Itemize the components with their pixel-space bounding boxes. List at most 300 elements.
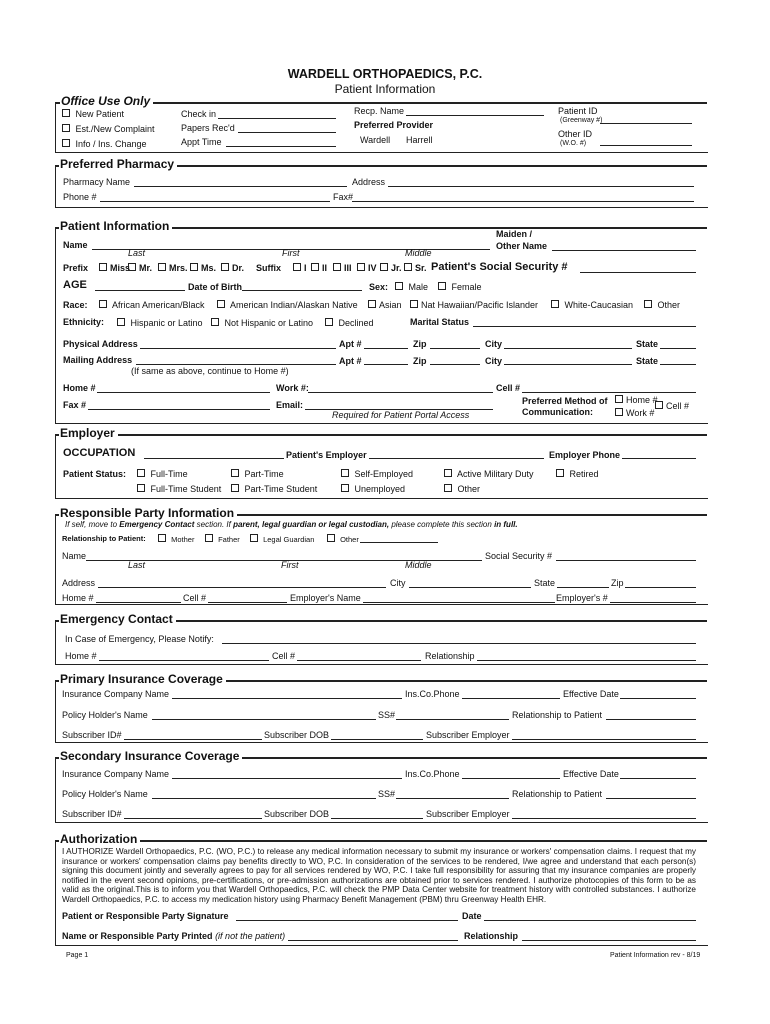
status-full-time[interactable] [137,469,188,479]
resp-city-field[interactable] [409,587,531,588]
checkbox-icon [117,318,125,326]
pri-phone-field[interactable] [462,698,560,699]
status-unemployed[interactable] [341,484,405,494]
state-field[interactable] [660,348,696,349]
note-text: section. If [194,520,234,529]
pri-sub-dob-label: Subscriber DOB [264,730,330,740]
patient-employer-label: Patient's Employer [286,450,367,460]
pharmacy-name-field[interactable] [134,186,347,187]
pri-phone-label: Ins.Co.Phone [405,689,460,699]
authorization-title: Authorization [59,832,140,846]
checkbox-icon [231,469,239,477]
pref-work[interactable] [615,408,654,418]
check-in-field[interactable] [218,118,336,119]
checkbox-icon [341,469,349,477]
sec-sub-dob-label: Subscriber DOB [264,809,330,819]
portal-note: Required for Patient Portal Access [332,410,470,420]
checkbox-icon [410,300,418,308]
note-text: please complete this section [389,520,495,529]
label: Mother [171,535,195,544]
relationship-auth-label: Relationship [464,931,519,941]
employer-phone-field[interactable] [622,458,696,459]
resp-employer-name-label: Employer's Name [290,593,361,603]
preferred-provider-label: Preferred Provider [354,120,434,130]
sec-sub-emp-label: Subscriber Employer [426,809,510,819]
sec-rel-label: Relationship to Patient [512,789,603,799]
mailing-address-field[interactable] [136,364,336,365]
employer-title: Employer [59,426,118,440]
patient-title: Patient Information [59,219,172,233]
status-part-time[interactable] [231,469,284,479]
dob-label: Date of Birth [188,282,242,292]
label: I [304,263,307,273]
checkbox-icon [368,300,376,308]
home-phone-field[interactable] [97,392,270,393]
pharmacy-address-label: Address [352,177,386,187]
sec-rel-field[interactable] [606,798,696,799]
rel-father[interactable] [205,534,240,544]
label: Prefix [63,263,89,273]
label: Asian [379,300,402,310]
papers-field[interactable] [238,132,336,133]
label: Male [408,282,429,292]
physical-address-field[interactable] [140,348,336,349]
label: Not Hispanic or Latino [224,318,314,328]
prefix-miss[interactable] [99,263,130,273]
sec-sub-emp-field[interactable] [512,818,696,819]
home-phone-label: Home # [63,383,96,393]
label: Dr. [232,263,245,273]
resp-employer-num-field[interactable] [610,602,696,603]
em-cell-field[interactable] [297,660,421,661]
patient-status-label: Patient Status: [63,469,127,479]
label: African American/Black [112,300,205,310]
status-other[interactable] [444,484,480,494]
resp-zip-field[interactable] [625,587,696,588]
first-label: First [282,248,300,258]
suffix-label: Suffix [256,263,282,273]
status-pt-student[interactable] [231,484,317,494]
sec-holder-field[interactable] [152,798,376,799]
preferred-method-label: Preferred Method of [522,396,608,406]
resp-cell-label: Cell # [183,593,207,603]
mailing-address-label: Mailing Address [63,355,133,365]
em-relationship-field[interactable] [477,660,696,661]
pharmacy-title: Preferred Pharmacy [59,157,177,171]
checkbox-icon [644,300,652,308]
city-field[interactable] [504,348,632,349]
authorization-text: I AUTHORIZE Wardell Orthopaedics, P.C. (WO, P.C.) to release any medical information necessary to submit my insurance or workers' compensation claims. I request that my insurance or workers' compensation claims pay benefits directly to WO, P.C. In consideration of the services to be rendered, I/we agree and understand that each person(s) signing this document jointly and severally agrees to pay for all services rendered by WO, P.C. I take full responsibility for assuring that my insurance companies are properly notified in the event second opinions, pre-certifications, or pre-admission authorizations are obtained prior to services rendered. I authorize photocopies of this form to be as valid as the original.This is to inform you that Wardell Orthopaedics, P.C. will check the PMP Data Center website for treatment history with controlled substances. I authorize Wardell Orthopaedics, P.C. to access my medication history using Pharmacy Benefit Management (PBM) thru Greenway Health EHR. [62,847,696,904]
responsible-title: Responsible Party Information [59,506,237,520]
provider-harrell[interactable]: Harrell [406,135,433,145]
physical-address-label: Physical Address [63,339,138,349]
checkbox-icon [615,408,623,416]
suffix-ii[interactable] [311,263,327,273]
pri-company-label: Insurance Company Name [62,689,170,699]
race-white[interactable] [551,300,633,310]
checkbox-icon [128,263,136,271]
est-new-complaint-checkbox[interactable] [62,124,155,134]
label: Hispanic or Latino [130,318,203,328]
checkbox-icon [438,282,446,290]
pharmacy-fax-field[interactable] [352,201,694,202]
race-american-indian[interactable] [217,300,358,310]
age-field[interactable] [95,290,185,291]
checkbox-icon [62,109,70,117]
rel-other-field[interactable] [360,542,438,543]
cell-phone-field[interactable] [522,392,696,393]
responsible-note [65,520,518,529]
marital-field[interactable] [473,326,696,327]
note-bold: Emergency Contact [119,520,195,529]
new-patient-checkbox[interactable] [62,109,124,119]
label: II [322,263,328,273]
checkbox-icon [158,263,166,271]
suffix-i[interactable] [293,263,307,273]
label: IV [368,263,377,273]
pref-home[interactable] [615,395,658,405]
sec-sub-id-field[interactable] [124,818,262,819]
checkbox-icon [551,300,559,308]
ethnicity-hispanic[interactable] [117,318,203,328]
pri-rel-label: Relationship to Patient [512,710,603,720]
resp-state-label: State [534,578,556,588]
sec-company-field[interactable] [172,778,402,779]
mail-apt-field[interactable] [364,364,408,365]
label: Work # [626,408,655,418]
sec-ss-label: SS# [378,789,396,799]
age-label: AGE [63,279,87,291]
mail-zip-label: Zip [413,356,427,366]
prefix-ms[interactable] [190,263,216,273]
label: Other [340,535,359,544]
label: Cell # [666,401,690,411]
prefix-label [63,263,88,273]
date-field[interactable] [484,920,696,921]
other-id-field[interactable] [600,145,692,146]
prefix-dr[interactable] [221,263,244,273]
checkbox-icon [327,534,335,542]
checkbox-icon [341,484,349,492]
pri-ss-label: SS# [378,710,396,720]
em-relationship-label: Relationship [425,651,475,661]
pri-sub-id-label: Subscriber ID# [62,730,122,740]
pri-sub-dob-field[interactable] [331,739,423,740]
suffix-iii[interactable] [333,263,352,273]
label: Retired [569,469,599,479]
sec-eff-label: Effective Date [563,769,619,779]
label: Info / Ins. Change [75,139,147,149]
race-hawaiian[interactable] [410,300,538,310]
apt-field[interactable] [364,348,408,349]
label: Other [657,300,681,310]
status-self-employed[interactable] [341,469,413,479]
printed-label [62,931,285,941]
checkbox-icon [655,401,663,409]
resp-ssn-field[interactable] [556,560,696,561]
dob-field[interactable] [242,290,362,291]
checkbox-icon [615,395,623,403]
fax-field[interactable] [88,409,270,410]
label: Part-Time [244,469,284,479]
resp-last-label: Last [128,560,146,570]
employer-phone-label: Employer Phone [549,450,621,460]
check-in-label: Check in [181,109,217,119]
primary-insurance-title: Primary Insurance Coverage [59,672,226,686]
pri-eff-field[interactable] [620,698,696,699]
middle-label: Middle [405,248,432,258]
notify-label: In Case of Emergency, Please Notify: [65,634,214,644]
pri-holder-field[interactable] [152,719,376,720]
fax-label: Fax # [63,400,87,410]
resp-middle-label: Middle [405,560,432,570]
label: Father [218,535,240,544]
relationship-auth-field[interactable] [522,940,696,941]
label: Self-Employed [354,469,414,479]
office-use-title: Office Use Only [60,94,153,108]
pharmacy-phone-label: Phone # [63,192,97,202]
resp-employer-name-field[interactable] [363,602,555,603]
other-name-field[interactable] [552,250,696,251]
checkbox-icon [404,263,412,271]
label: Active Military Duty [457,469,534,479]
printed-name-field[interactable] [288,940,458,941]
pri-company-field[interactable] [172,698,402,699]
label: Jr. [391,263,402,273]
pri-eff-label: Effective Date [563,689,619,699]
note-bold: parent, legal guardian or legal custodian, [233,520,390,529]
label: Full-Time Student [150,484,222,494]
provider-wardell[interactable]: Wardell [360,135,391,145]
label: Declined [338,318,374,328]
sec-eff-field[interactable] [620,778,696,779]
resp-address-label: Address [62,578,96,588]
label: Nat Hawaiian/Pacific Islander [421,300,539,310]
resp-city-label: City [390,578,406,588]
label: Sr. [415,263,427,273]
sec-sub-dob-field[interactable] [331,818,423,819]
label: New Patient [75,109,125,119]
occupation-field[interactable] [144,458,284,459]
prefix-mr[interactable] [128,263,152,273]
pharmacy-name-label: Pharmacy Name [63,177,131,187]
checkbox-icon [231,484,239,492]
em-home-label: Home # [65,651,97,661]
zip-label: Zip [413,339,427,349]
sex-female[interactable] [438,282,482,292]
same-address-note: (If same as above, continue to Home #) [131,366,289,376]
date-label: Date [462,911,482,921]
label: Unemployed [354,484,406,494]
notify-field[interactable] [222,643,696,644]
suffix-jr[interactable] [380,263,402,273]
race-other[interactable] [644,300,680,310]
label: Name or Responsible Party Printed [62,931,213,941]
checkbox-icon [211,318,219,326]
resp-ssn-label: Social Security # [485,551,553,561]
status-ft-student[interactable] [137,484,221,494]
mail-state-field[interactable] [660,364,696,365]
rel-mother[interactable] [158,534,194,544]
emergency-title: Emergency Contact [59,612,176,626]
checkbox-icon [137,469,145,477]
race-asian[interactable] [368,300,402,310]
maiden-label: Maiden / [496,229,533,239]
race-label: Race: [63,300,88,310]
checkbox-icon [190,263,198,271]
checkbox-icon [62,124,70,132]
label: Mr. [139,263,153,273]
sec-holder-label: Policy Holder's Name [62,789,148,799]
status-military[interactable] [444,469,534,479]
section-rule [55,840,707,842]
label: (if not the patient) [215,931,286,941]
checkbox-icon [221,263,229,271]
patient-id-label: Patient ID [558,106,598,116]
pri-sub-emp-label: Subscriber Employer [426,730,510,740]
status-retired[interactable] [556,469,599,479]
relationship-label: Relationship to Patient: [62,534,146,543]
patient-id-field[interactable] [600,123,692,124]
ethnicity-not-hispanic[interactable] [211,318,313,328]
checkbox-icon [311,263,319,271]
checkbox-icon [325,318,333,326]
communication-label: Communication: [522,407,593,417]
label: Female [451,282,482,292]
prefix-mrs[interactable] [158,263,188,273]
city-label: City [485,339,503,349]
page-title: WARDELL ORTHOPAEDICS, P.C. [287,67,483,81]
recp-name-field[interactable] [406,115,544,116]
checkbox-icon [137,484,145,492]
pharmacy-fax-label: Fax# [333,192,354,202]
mail-city-label: City [485,356,503,366]
other-id-label: Other ID [558,129,593,139]
resp-home-field[interactable] [96,602,181,603]
em-home-field[interactable] [99,660,269,661]
checkbox-icon [380,263,388,271]
note-bold: in full. [494,520,518,529]
note-text: If self, move to [65,520,120,529]
checkbox-icon [333,263,341,271]
pri-rel-field[interactable] [606,719,696,720]
appt-time-label: Appt Time [181,137,222,147]
sec-phone-label: Ins.Co.Phone [405,769,460,779]
checkbox-icon [444,484,452,492]
recp-name-label: Recp. Name [354,106,405,116]
checkbox-icon [99,263,107,271]
patient-employer-field[interactable] [369,458,544,459]
name-label: Name [63,240,88,250]
pharmacy-address-field[interactable] [388,186,694,187]
ethnicity-label: Ethnicity: [63,317,105,327]
rel-guardian[interactable] [250,534,314,544]
pharmacy-phone-field[interactable] [100,201,330,202]
label: Other [457,484,481,494]
label: White-Caucasian [564,300,634,310]
label: Miss [110,263,131,273]
resp-employer-num-label: Employer's # [556,593,608,603]
info-change-checkbox[interactable] [62,139,147,149]
resp-home-label: Home # [62,593,94,603]
resp-first-label: First [281,560,299,570]
checkbox-icon [205,534,213,542]
sec-sub-id-label: Subscriber ID# [62,809,122,819]
section-rule [55,434,707,436]
label: Est./New Complaint [75,124,155,134]
last-label: Last [128,248,146,258]
label: Full-Time [150,469,188,479]
checkbox-icon [293,263,301,271]
pri-holder-label: Policy Holder's Name [62,710,148,720]
pri-ss-field[interactable] [396,719,509,720]
papers-label: Papers Rec'd [181,123,235,133]
revision-label: Patient Information rev - 8/19 [610,952,701,959]
checkbox-icon [250,534,258,542]
label: III [344,263,352,273]
label: Home # [626,395,658,405]
sec-ss-field[interactable] [396,798,509,799]
zip-field[interactable] [430,348,480,349]
label: Part-Time Student [244,484,318,494]
mail-zip-field[interactable] [430,364,480,365]
label: Ms. [201,263,217,273]
checkbox-icon [99,300,107,308]
pri-sub-emp-field[interactable] [512,739,696,740]
label: American Indian/Alaskan Native [230,300,358,310]
ssn-field[interactable] [580,272,696,273]
ethnicity-declined[interactable] [325,318,374,328]
work-phone-field[interactable] [308,392,493,393]
mail-city-field[interactable] [504,364,632,365]
mail-state-label: State [636,356,659,366]
race-african-american[interactable] [99,300,205,310]
appt-time-field[interactable] [226,146,336,147]
resp-address-field[interactable] [98,587,386,588]
rel-other[interactable] [327,534,359,544]
secondary-insurance-title: Secondary Insurance Coverage [59,749,242,763]
pri-sub-id-field[interactable] [124,739,262,740]
checkbox-icon [62,139,70,147]
resp-state-field[interactable] [557,587,609,588]
sex-label: Sex: [369,282,389,292]
suffix-iv[interactable] [357,263,377,273]
pref-cell[interactable] [655,401,689,411]
apt-label: Apt # [339,339,362,349]
resp-cell-field[interactable] [208,602,287,603]
page-subtitle: Patient Information [334,82,436,96]
sex-male[interactable] [395,282,428,292]
resp-name-label: Name [62,551,87,561]
page-number: Page 1 [66,952,89,959]
checkbox-icon [395,282,403,290]
other-name-label: Other Name [496,241,548,251]
work-phone-label: Work #: [276,383,309,393]
email-label: Email: [276,400,304,410]
checkbox-icon [556,469,564,477]
sec-phone-field[interactable] [462,778,560,779]
ssn-label: Patient's Social Security # [431,261,568,273]
checkbox-icon [158,534,166,542]
checkbox-icon [357,263,365,271]
mail-apt-label: Apt # [339,356,362,366]
sec-company-label: Insurance Company Name [62,769,170,779]
checkbox-icon [217,300,225,308]
checkbox-icon [444,469,452,477]
suffix-sr[interactable] [404,263,427,273]
signature-field[interactable] [236,920,458,921]
marital-label: Marital Status [410,317,470,327]
